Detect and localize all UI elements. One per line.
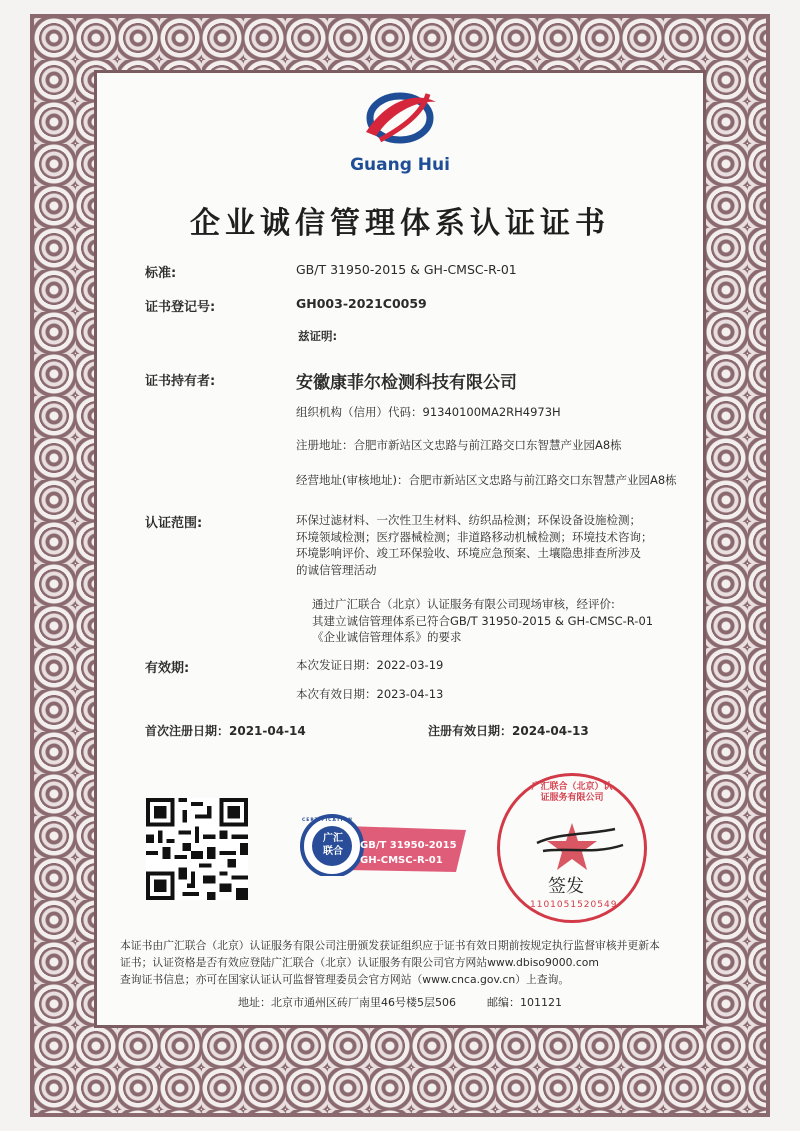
certificate-title: 企业诚信管理体系认证证书 (190, 206, 610, 241)
scope-label: 认证范围: (145, 516, 203, 531)
operating-address: 经营地址(审核地址)：合肥市新站区文忠路与前江路交口东智慧产业园A8栋 (296, 473, 677, 487)
org-code: 组织机构（信用）代码：91340100MA2RH4973H (296, 405, 561, 419)
seal-ring-text: 广汇联合（北京）认证服务有限公司 (531, 782, 613, 803)
registered-address: 注册地址：合肥市新站区文忠路与前江路交口东智慧产业园A8栋 (296, 438, 622, 452)
scope-line: 环境影响评价、竣工环保验收、环境应急预案、土壤隐患排查所涉及 (296, 546, 641, 560)
evaluation-line: 《企业诚信管理体系》的要求 (312, 630, 462, 644)
evaluation-text (312, 596, 692, 646)
scope-line: 环保过滤材料、一次性卫生材料、纺织品检测；环保设备设施检测； (296, 513, 641, 527)
footer-line: 查询证书信息；亦可在国家认证认可监督管理委员会官方网站（www.cnca.gov.cn）上查询。 (120, 973, 570, 986)
issue-date: 本次发证日期：2022-03-19 (296, 658, 444, 672)
footer-line: 证书；认证资格是否有效应登陆广汇联合（北京）认证服务有限公司官方网站www.dbiso9000.com (120, 956, 599, 969)
expire-date: 本次有效日期：2023-04-13 (296, 687, 444, 701)
badge-line-1: GB/T 31950-2015 (360, 840, 457, 851)
badge-emblem-bottom: 联合 (323, 846, 343, 857)
badge-emblem (318, 832, 348, 858)
standard-label: 标准: (145, 266, 177, 281)
qr-code-icon (146, 798, 248, 900)
evaluation-line: 其建立诚信管理体系已符合GB/T 31950-2015 & GH-CMSC-R-01 (312, 613, 654, 628)
address-line (0, 994, 800, 1010)
orbit-logo-icon (358, 88, 442, 154)
scope-line: 环境领域检测；医疗器械检测；非道路移动机械检测；环境技术咨询； (296, 529, 653, 544)
company-address: 地址：北京市通州区砖厂南里46号楼5层506 (238, 996, 456, 1009)
badge-emblem-top: 广汇 (323, 833, 343, 844)
holder-label: 证书持有者: (145, 374, 216, 389)
registration-valid-date: 注册有效日期：2024-04-13 (428, 724, 589, 738)
postcode: 邮编：101121 (487, 996, 562, 1009)
badge-ring-text: CERTIFICATION (302, 818, 353, 823)
badge-line-2: GH-CMSC-R-01 (360, 855, 443, 866)
seal-number: 1101051520549 (530, 900, 618, 910)
brand-name: Guang Hui (350, 155, 450, 175)
proof-label: 兹证明: (298, 329, 338, 343)
first-registration-date: 首次注册日期：2021-04-14 (145, 724, 306, 738)
cert-no-label: 证书登记号: (145, 300, 216, 315)
standard-value: GB/T 31950-2015 & GH-CMSC-R-01 (296, 262, 517, 277)
evaluation-line: 通过广汇联合（北京）认证服务有限公司现场审核，经评价: (312, 597, 615, 611)
company-name: 安徽康菲尔检测科技有限公司 (296, 373, 517, 393)
seal-sign-label: 签发 (548, 876, 584, 897)
scope-line: 的诚信管理活动 (296, 562, 377, 577)
cert-no-value: GH003-2021C0059 (296, 296, 427, 311)
validity-label: 有效期: (145, 661, 190, 676)
badge-text (360, 838, 457, 868)
scope-text (296, 512, 696, 578)
footer-notice (120, 937, 680, 988)
footer-line: 本证书由广汇联合（北京）认证服务有限公司注册颁发获证组织应于证书有效日期前按规定执行监督审核并更新本 (120, 939, 660, 952)
